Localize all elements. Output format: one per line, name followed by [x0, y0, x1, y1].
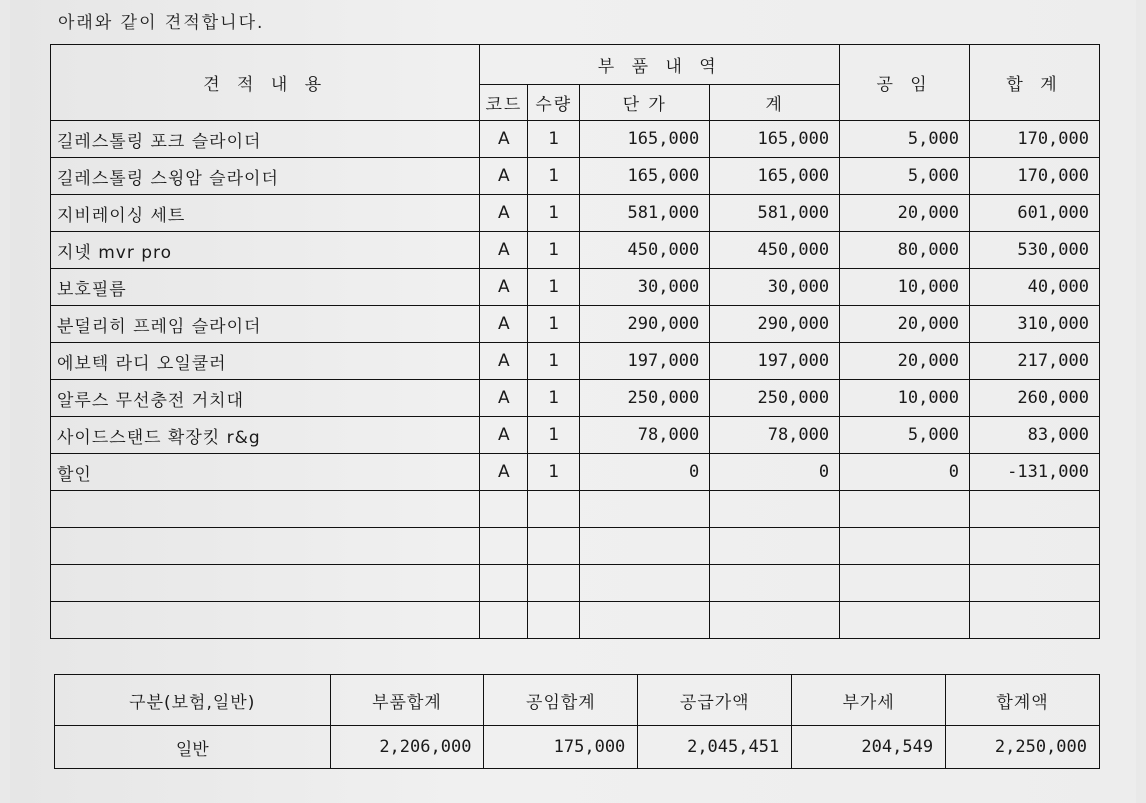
parts-subtotal-cell: 78,000	[710, 417, 840, 454]
unit-price-cell	[580, 565, 710, 602]
unit-price-cell: 165,000	[580, 121, 710, 158]
summary-value-cell: 일반	[55, 726, 331, 769]
labor-cost-cell	[840, 602, 970, 639]
row-total-cell	[970, 491, 1100, 528]
item-name-cell	[51, 491, 480, 528]
summary-table	[54, 674, 1100, 769]
item-name-cell: 지비레이싱 세트	[51, 195, 480, 232]
code-cell: A	[480, 343, 528, 380]
item-name-cell	[51, 565, 480, 602]
table-row	[51, 306, 1100, 343]
parts-subtotal-cell: 197,000	[710, 343, 840, 380]
labor-cost-cell: 5,000	[840, 121, 970, 158]
item-name-cell: 길레스톨링 스윙암 슬라이더	[51, 158, 480, 195]
row-total-cell	[970, 565, 1100, 602]
row-total-cell: 170,000	[970, 121, 1100, 158]
item-name-cell: 지넷 mvr pro	[51, 232, 480, 269]
summary-value-cell: 204,549	[792, 726, 946, 769]
quantity-cell: 1	[528, 343, 580, 380]
table-row	[51, 195, 1100, 232]
unit-price-cell: 0	[580, 454, 710, 491]
quantity-cell: 1	[528, 380, 580, 417]
labor-cost-cell	[840, 565, 970, 602]
quantity-cell: 1	[528, 269, 580, 306]
item-name-cell	[51, 602, 480, 639]
item-name-cell	[51, 528, 480, 565]
row-total-cell: 310,000	[970, 306, 1100, 343]
unit-price-cell: 165,000	[580, 158, 710, 195]
unit-price-cell: 450,000	[580, 232, 710, 269]
table-row	[51, 232, 1100, 269]
labor-cost-cell	[840, 491, 970, 528]
quantity-cell	[528, 528, 580, 565]
parts-subtotal-cell	[710, 491, 840, 528]
unit-price-cell: 197,000	[580, 343, 710, 380]
summary-header-cell: 공급가액	[638, 675, 792, 726]
document-page	[10, 0, 1136, 803]
code-cell: A	[480, 454, 528, 491]
unit-price-cell: 78,000	[580, 417, 710, 454]
summary-header-cell: 구분(보험,일반)	[55, 675, 331, 726]
code-cell: A	[480, 306, 528, 343]
item-name-cell: 알루스 무선충전 거치대	[51, 380, 480, 417]
item-name-cell: 할인	[51, 454, 480, 491]
unit-price-cell	[580, 602, 710, 639]
row-total-cell: 170,000	[970, 158, 1100, 195]
unit-price-cell: 30,000	[580, 269, 710, 306]
summary-value-cell: 175,000	[484, 726, 638, 769]
table-row	[51, 343, 1100, 380]
unit-price-cell	[580, 528, 710, 565]
table-row	[51, 380, 1100, 417]
row-total-cell: 530,000	[970, 232, 1100, 269]
labor-cost-cell: 20,000	[840, 195, 970, 232]
header-subtotal: 계	[710, 85, 840, 121]
item-name-cell: 길레스톨링 포크 슬라이더	[51, 121, 480, 158]
summary-value-cell: 2,250,000	[946, 726, 1100, 769]
estimate-rows	[51, 121, 1100, 639]
header-item: 견 적 내 용	[51, 45, 480, 121]
labor-cost-cell: 80,000	[840, 232, 970, 269]
parts-subtotal-cell	[710, 528, 840, 565]
header-labor: 공 임	[840, 45, 970, 121]
labor-cost-cell: 5,000	[840, 417, 970, 454]
item-name-cell: 분덜리히 프레임 슬라이더	[51, 306, 480, 343]
parts-subtotal-cell: 450,000	[710, 232, 840, 269]
table-row	[51, 158, 1100, 195]
quantity-cell: 1	[528, 306, 580, 343]
row-total-cell	[970, 602, 1100, 639]
code-cell: A	[480, 417, 528, 454]
code-cell: A	[480, 232, 528, 269]
header-code: 코드	[480, 85, 528, 121]
parts-subtotal-cell	[710, 565, 840, 602]
code-cell	[480, 491, 528, 528]
table-row	[51, 602, 1100, 639]
labor-cost-cell: 20,000	[840, 306, 970, 343]
quantity-cell	[528, 602, 580, 639]
code-cell	[480, 602, 528, 639]
labor-cost-cell: 10,000	[840, 269, 970, 306]
table-row	[51, 565, 1100, 602]
summary-header-cell: 부가세	[792, 675, 946, 726]
header-qty: 수량	[528, 85, 580, 121]
quantity-cell: 1	[528, 121, 580, 158]
quantity-cell: 1	[528, 195, 580, 232]
item-name-cell: 에보텍 라디 오일쿨러	[51, 343, 480, 380]
header-unit-price: 단 가	[580, 85, 710, 121]
code-cell	[480, 565, 528, 602]
quantity-cell: 1	[528, 158, 580, 195]
quantity-cell: 1	[528, 232, 580, 269]
quantity-cell: 1	[528, 454, 580, 491]
labor-cost-cell: 10,000	[840, 380, 970, 417]
code-cell: A	[480, 158, 528, 195]
header-total: 합 계	[970, 45, 1100, 121]
row-total-cell: 83,000	[970, 417, 1100, 454]
quantity-cell	[528, 491, 580, 528]
summary-header-row	[55, 675, 1100, 726]
table-row	[51, 528, 1100, 565]
parts-subtotal-cell: 30,000	[710, 269, 840, 306]
row-total-cell: 260,000	[970, 380, 1100, 417]
row-total-cell: 601,000	[970, 195, 1100, 232]
summary-value-row	[55, 726, 1100, 769]
summary-header-cell: 합계액	[946, 675, 1100, 726]
code-cell	[480, 528, 528, 565]
quantity-cell	[528, 565, 580, 602]
intro-text: 아래와 같이 견적합니다.	[58, 13, 265, 33]
quantity-cell: 1	[528, 417, 580, 454]
code-cell: A	[480, 121, 528, 158]
table-row	[51, 417, 1100, 454]
row-total-cell: -131,000	[970, 454, 1100, 491]
summary-value-cell: 2,206,000	[330, 726, 484, 769]
parts-subtotal-cell: 0	[710, 454, 840, 491]
row-total-cell: 40,000	[970, 269, 1100, 306]
row-total-cell: 217,000	[970, 343, 1100, 380]
labor-cost-cell	[840, 528, 970, 565]
unit-price-cell: 250,000	[580, 380, 710, 417]
summary-header-cell: 공임합계	[484, 675, 638, 726]
header-parts: 부 품 내 역	[480, 45, 840, 85]
parts-subtotal-cell: 165,000	[710, 158, 840, 195]
item-name-cell: 보호필름	[51, 269, 480, 306]
unit-price-cell: 581,000	[580, 195, 710, 232]
code-cell: A	[480, 195, 528, 232]
parts-subtotal-cell: 165,000	[710, 121, 840, 158]
parts-subtotal-cell: 250,000	[710, 380, 840, 417]
unit-price-cell: 290,000	[580, 306, 710, 343]
table-row	[51, 121, 1100, 158]
labor-cost-cell: 20,000	[840, 343, 970, 380]
table-row	[51, 269, 1100, 306]
labor-cost-cell: 5,000	[840, 158, 970, 195]
summary-value-cell: 2,045,451	[638, 726, 792, 769]
parts-subtotal-cell: 290,000	[710, 306, 840, 343]
code-cell: A	[480, 380, 528, 417]
parts-subtotal-cell	[710, 602, 840, 639]
unit-price-cell	[580, 491, 710, 528]
code-cell: A	[480, 269, 528, 306]
item-name-cell: 사이드스탠드 확장킷 r&g	[51, 417, 480, 454]
table-row	[51, 491, 1100, 528]
parts-subtotal-cell: 581,000	[710, 195, 840, 232]
summary-header-cell: 부품합계	[330, 675, 484, 726]
row-total-cell	[970, 528, 1100, 565]
table-row	[51, 454, 1100, 491]
labor-cost-cell: 0	[840, 454, 970, 491]
estimate-table	[50, 44, 1100, 639]
